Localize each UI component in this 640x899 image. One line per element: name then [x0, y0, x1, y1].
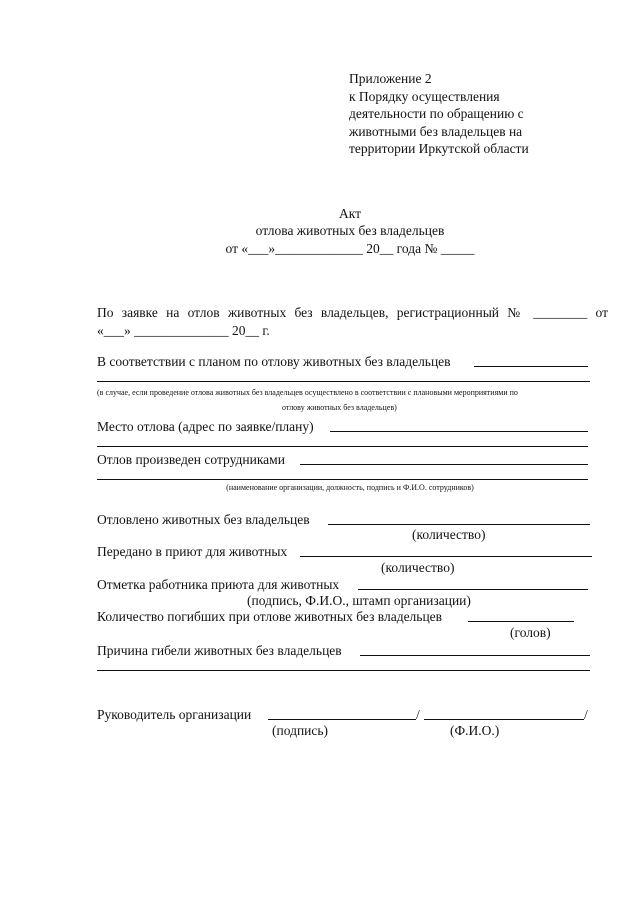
- cause-label: Причина гибели животных без владельцев: [97, 643, 342, 658]
- plan-field-line-2: [97, 381, 590, 382]
- request-line-2: «___» ______________ 20__ г.: [97, 323, 270, 338]
- shelter-label: Передано в приют для животных: [97, 544, 288, 559]
- act-date-line: от «___»_____________ 20__ года № _____: [225, 241, 475, 256]
- dead-field-line: [468, 621, 574, 622]
- plan-label: В соответствии с планом по отлову животных без владельцев: [97, 354, 451, 369]
- plan-note-text-1: (в случае, если проведение отлова животных без владельцев осуществлено в соответствии с плановыми мероприятиями по: [97, 388, 518, 397]
- plan-note-1: [97, 388, 518, 398]
- staff-note: (наименование организации, должность, подпись и Ф.И.О. сотрудников): [226, 483, 474, 492]
- appendix-line-1: Приложение 2: [349, 71, 432, 86]
- plan-note-text-2: отлову животных без владельцев): [282, 403, 397, 412]
- appendix-line-3: деятельности по обращению с: [349, 106, 524, 121]
- appendix-line-5: территории Иркутской области: [349, 141, 529, 156]
- head-sign-line: [268, 719, 416, 720]
- act-title: Акт: [338, 206, 362, 221]
- staff-field-line-1: [300, 464, 588, 465]
- plan-note-2: [282, 403, 397, 413]
- head-slash-1: /: [416, 707, 420, 722]
- head-fio-note: (Ф.И.О.): [450, 723, 500, 738]
- mark-note: (подпись, Ф.И.О., штамп организации): [247, 593, 471, 608]
- place-field-line-2: [97, 446, 588, 447]
- mark-label: Отметка работника приюта для животных: [97, 577, 340, 592]
- plan-field-line-1: [474, 366, 588, 367]
- caught-label: Отловлено животных без владельцев: [97, 512, 310, 527]
- staff-label: Отлов произведен сотрудниками: [97, 452, 285, 467]
- place-field-line-1: [330, 431, 588, 432]
- cause-field-line-2: [97, 670, 590, 671]
- staff-field-line-2: [97, 479, 588, 480]
- caught-note: (количество): [412, 527, 486, 542]
- cause-field-line-1: [360, 655, 590, 656]
- dead-label: Количество погибших при отлове животных без владельцев: [97, 609, 443, 624]
- caught-field-line: [328, 524, 590, 525]
- appendix-line-4: животными без владельцев на: [349, 123, 523, 139]
- mark-field-line: [358, 589, 588, 590]
- act-subtitle: отлова животных без владельцев: [255, 223, 445, 238]
- dead-note: (голов): [510, 625, 551, 640]
- place-label: Место отлова (адрес по заявке/плану): [97, 419, 314, 434]
- request-line-1: По заявке на отлов животных без владельцев, регистрационный № ________ от: [97, 305, 608, 320]
- head-label: Руководитель организации: [97, 707, 252, 722]
- shelter-note: (количество): [381, 560, 455, 575]
- shelter-field-line: [300, 556, 592, 557]
- head-fio-line: [424, 719, 584, 720]
- appendix-header: [349, 70, 529, 158]
- head-sign-note: (подпись): [272, 723, 329, 738]
- appendix-line-2: к Порядку осуществления: [349, 88, 500, 104]
- head-slash-2: /: [584, 707, 588, 722]
